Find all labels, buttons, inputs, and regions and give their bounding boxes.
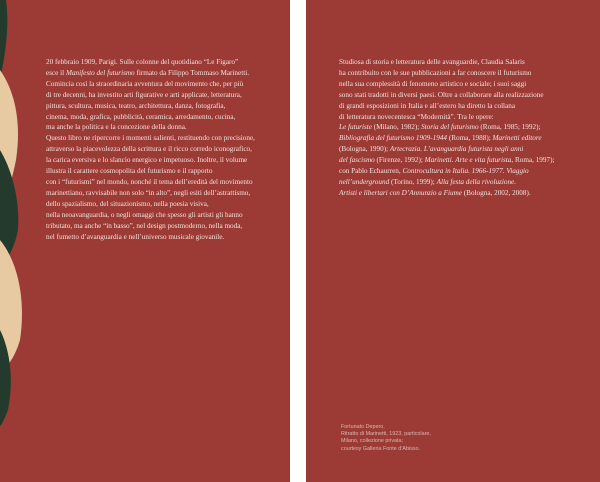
text-run: ma anche la politica e la concezione della donna. [46, 123, 187, 132]
text-run: (Torino, 1999); [389, 177, 437, 186]
text-line [46, 177, 255, 188]
italic-title: Alla festa della rivoluzione. [436, 177, 517, 186]
text-run: tributato, ma anche “in basso”, nel design postmoderno, nella moda, [46, 221, 243, 230]
text-line [339, 122, 554, 133]
text-line [46, 122, 255, 133]
text-run: nella sua complessità di fenomeno artistico e sociale; i suoi saggi [339, 79, 527, 88]
text-line [46, 90, 255, 101]
text-run: ha contribuito con le sue pubblicazioni a far conoscere il futurismo [339, 68, 532, 77]
text-run: illustra il carattere cosmopolita del futurismo e il rapporto [46, 167, 213, 176]
italic-title: Manifesto del futurismo [65, 68, 135, 77]
text-line [46, 210, 255, 221]
text-line [339, 155, 554, 166]
text-run: di tre decenni, ha investito arti figurative e arti applicate, letteratura, [46, 90, 242, 99]
text-line [46, 68, 255, 79]
text-run: (Firenze, 1992); [374, 156, 425, 165]
text-line [339, 79, 554, 90]
page-gutter [290, 0, 306, 482]
text-line [46, 144, 255, 155]
italic-title: Le futuriste [339, 123, 372, 132]
text-run: marinettiano, ravvisabile non solo “in alto”, negli esiti dell’astrattismo, [46, 188, 251, 197]
text-run: Comincia così la straordinaria avventura del movimento che, per più [46, 79, 244, 88]
text-line [339, 166, 554, 177]
text-run: nella neoavanguardia, o negli omaggi che spesso gli artisti gli hanno [46, 210, 243, 219]
caption-line: Milano, collezione privata; [341, 438, 404, 445]
text-run: 20 febbraio 1909, Parigi. Sulle colonne del quotidiano “Le Figaro” [46, 58, 239, 66]
text-line [46, 133, 255, 144]
text-run: cinema, moda, grafica, pubblicità, ceramica, arredamento, cucina, [46, 112, 236, 121]
text-run: di grandi esposizioni in Italia e all’estero ha diretto la collana [339, 101, 516, 110]
text-line [339, 177, 554, 188]
text-line [339, 188, 554, 199]
italic-title: Controcultura in Italia. 1966-1977. Viaggio [402, 167, 529, 176]
italic-title: nell’underground [339, 177, 390, 186]
text-run: dello spazialismo, del situazionismo, nella poesia visiva, [46, 199, 209, 208]
text-line [46, 166, 255, 177]
italic-title: Bibliografia del futurismo 1909-1944 [339, 134, 448, 143]
text-line [339, 133, 554, 144]
text-run: firmato da Filippo Tommaso Marinetti. [134, 68, 250, 77]
text-run: attraverso la piacevolezza della scrittura e il ricco corredo iconografico, [46, 145, 252, 154]
caption-line: Ritratto di Marinetti, 1923, particolare, [341, 431, 431, 438]
text-run: (Bologna, 1990); [339, 145, 390, 154]
text-line [46, 155, 255, 166]
text-run: esce il [46, 68, 66, 77]
text-line [46, 101, 255, 112]
caption-line: Fortunato Depero, [341, 424, 385, 430]
text-line [46, 79, 255, 90]
author-biography-text [339, 57, 554, 199]
text-run: sono stati tradotti in diversi paesi. Oltre a collaborare alla realizzazione [339, 90, 544, 99]
book-description-text [46, 57, 255, 242]
text-line [339, 101, 554, 112]
text-run: con Pablo Echaurren, [339, 167, 403, 176]
image-credit-caption [341, 424, 431, 453]
plant-leaf-illustration [0, 0, 30, 482]
italic-title: del fascismo [339, 156, 375, 165]
text-run: Studiosa di storia e letteratura delle avanguardie, Claudia Salaris [339, 58, 525, 66]
text-run: Questo libro ne ripercorre i momenti salienti, restituendo con precisione, [46, 134, 255, 143]
italic-title: Artisti e libertari con D’Annunzio a Fiume [339, 188, 462, 197]
text-line [339, 57, 554, 68]
text-line [46, 232, 255, 243]
italic-title: Marinetti. Arte e vita futurista [424, 156, 512, 165]
text-line [46, 199, 255, 210]
text-run: pittura, scultura, musica, teatro, architettura, danza, fotografia, [46, 101, 226, 110]
text-line [339, 68, 554, 79]
text-run: (Milano, 1982); [371, 123, 422, 132]
text-line [339, 144, 554, 155]
text-line [46, 221, 255, 232]
italic-title: Marinetti editore [492, 134, 542, 143]
text-run: (Roma, 1988); [447, 134, 493, 143]
italic-title: Storia del futurismo [421, 123, 479, 132]
text-line [46, 57, 255, 68]
italic-title: Artecrazia. L’avanguardia futurista negli anni [389, 145, 524, 154]
back-cover-left-panel [0, 0, 290, 482]
text-line [46, 188, 255, 199]
text-line [339, 90, 554, 101]
text-run: con i “futurismi” nel mondo, nonché il tema dell’eredità del movimento [46, 177, 253, 186]
text-run: di letteratura novecentesca “Modernità”. Tra le opere: [339, 112, 494, 121]
text-run: (Roma, 1985; 1992); [478, 123, 541, 132]
text-run: nel fumetto d’avanguardia e nell’universo musicale giovanile. [46, 232, 225, 241]
text-run: la carica eversiva e lo slancio energico e impetuoso. Inoltre, il volume [46, 156, 248, 165]
text-run: , Roma, 1997); [511, 156, 555, 165]
text-run: (Bologna, 2002, 2008). [461, 188, 531, 197]
text-line [46, 112, 255, 123]
caption-line: courtesy Galleria Fonte d’Abisso. [341, 445, 421, 452]
text-line [339, 112, 554, 123]
